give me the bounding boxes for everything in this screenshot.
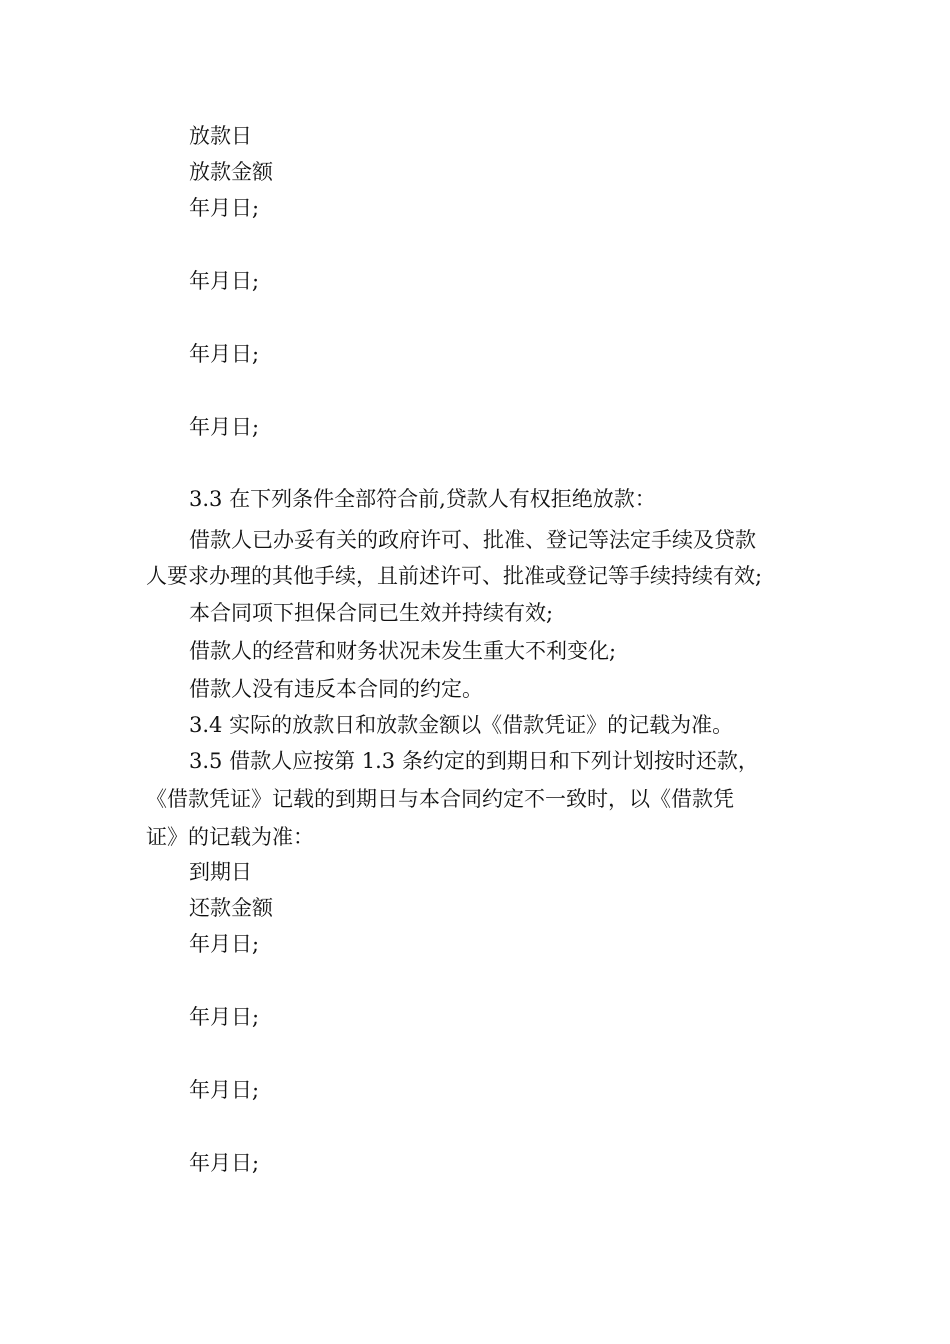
clause-3-3-item-4: 借款人没有违反本合同的约定。 <box>189 677 483 701</box>
clause-3-4: 3.4 实际的放款日和放款金额以《借款凭证》的记载为准。 <box>189 713 734 737</box>
disbursement-row: 年月日; <box>189 415 260 439</box>
disbursement-date-header: 放款日 <box>189 124 252 148</box>
disbursement-row: 年月日; <box>189 269 260 293</box>
repayment-row: 年月日; <box>189 932 260 956</box>
repayment-amount-header: 还款金额 <box>189 896 273 920</box>
clause-3-3-item-3: 借款人的经营和财务状况未发生重大不利变化; <box>189 639 617 663</box>
clause-3-5-line-3: 证》的记载为准： <box>146 825 314 849</box>
clause-3-3-item-1-line-1: 借款人已办妥有关的政府许可、批准、登记等法定手续及贷款 <box>189 528 756 552</box>
disbursement-amount-header: 放款金额 <box>189 160 273 184</box>
clause-3-5-line-1: 3.5 借款人应按第 1.3 条约定的到期日和下列计划按时还款， <box>189 749 759 773</box>
clause-3-3-heading: 3.3 在下列条件全部符合前,贷款人有权拒绝放款： <box>189 487 656 511</box>
disbursement-row: 年月日; <box>189 196 260 220</box>
repayment-row: 年月日; <box>189 1005 260 1029</box>
clause-3-3-item-1-line-2: 人要求办理的其他手续，且前述许可、批准或登记等手续持续有效; <box>146 564 763 588</box>
repayment-date-header: 到期日 <box>189 860 252 884</box>
clause-3-5-line-2: 《借款凭证》记载的到期日与本合同约定不一致时，以《借款凭 <box>146 787 734 811</box>
disbursement-row: 年月日; <box>189 342 260 366</box>
repayment-row: 年月日; <box>189 1151 260 1175</box>
clause-3-3-item-2: 本合同项下担保合同已生效并持续有效; <box>189 601 554 625</box>
repayment-row: 年月日; <box>189 1078 260 1102</box>
